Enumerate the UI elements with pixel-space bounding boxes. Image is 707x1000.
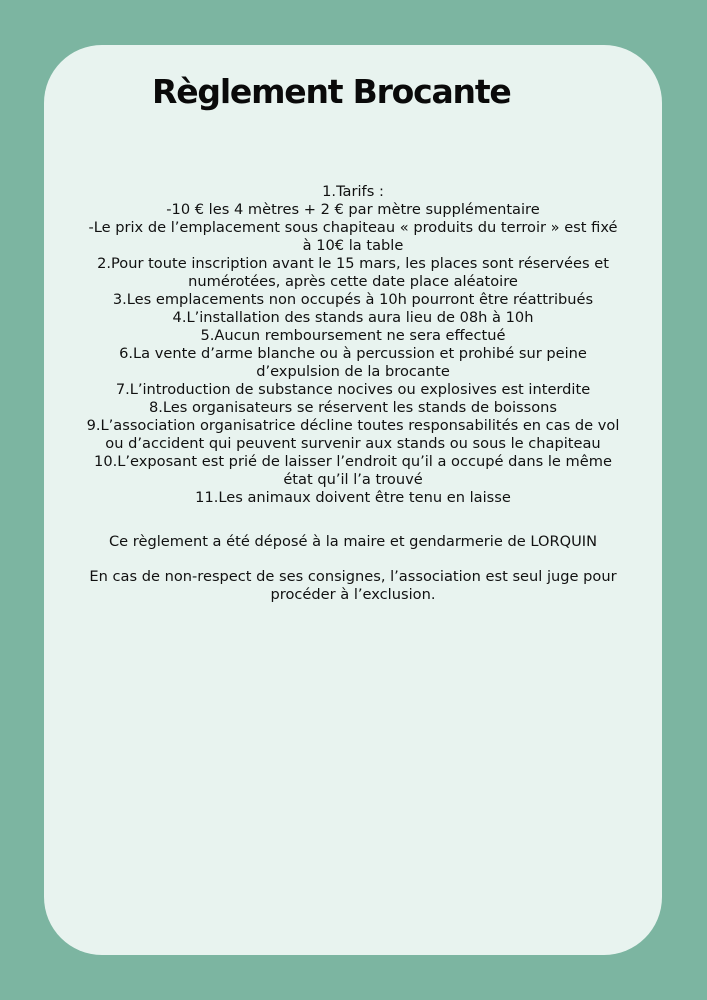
deposit-notice [52, 533, 654, 551]
rule-6-line-1: 6.La vente d’arme blanche ou à percussion et prohibé sur peine [119, 345, 587, 362]
rule-4-installation [52, 309, 654, 327]
rule-6-armes [52, 345, 654, 381]
exclusion-notice-line-2: procéder à l’exclusion. [270, 586, 436, 603]
rule-2-line-1: 2.Pour toute inscription avant le 15 mars, les places sont réservées et [97, 255, 609, 272]
rule-9-responsabilites [52, 417, 654, 453]
rule-3-line-1: 3.Les emplacements non occupés à 10h pourront être réattribués [112, 291, 594, 308]
rule-1-tarifs [52, 183, 654, 255]
rule-6-line-2: d’expulsion de la brocante [256, 363, 450, 380]
page-title: Règlement Brocante [152, 72, 511, 111]
rule-10-line-1: 10.L’exposant est prié de laisser l’endroit qu’il a occupé dans le même [94, 453, 612, 470]
deposit-notice-line: Ce règlement a été déposé à la maire et gendarmerie de LORQUIN [108, 533, 597, 550]
rule-10-line-2: état qu’il l’a trouvé [283, 471, 423, 488]
rule-9-line-2: ou d’accident qui peuvent survenir aux stands ou sous le chapiteau [105, 435, 601, 452]
rule-2-inscription [52, 255, 654, 291]
rule-10-exposant [52, 453, 654, 489]
rule-5-remboursement [52, 327, 654, 345]
rules-body [52, 183, 654, 604]
rule-9-line-1: 9.L’association organisatrice décline toutes responsabilités en cas de vol [86, 417, 620, 434]
rule-7-line-1: 7.L’introduction de substance nocives ou explosives est interdite [115, 381, 591, 398]
rule-11-line-1: 11.Les animaux doivent être tenu en laisse [195, 489, 511, 506]
exclusion-notice-line-1: En cas de non-respect de ses consignes, l’association est seul juge pour [89, 568, 617, 585]
exclusion-notice [52, 568, 654, 604]
rule-3-emplacements [52, 291, 654, 309]
rule-4-line-1: 4.L’installation des stands aura lieu de 08h à 10h [172, 309, 534, 326]
rule-7-substances [52, 381, 654, 399]
rule-1-line-2: -10 € les 4 mètres + 2 € par mètre supplémentaire [166, 201, 540, 218]
rule-8-boissons [52, 399, 654, 417]
rule-1-line-3: -Le prix de l’emplacement sous chapiteau « produits du terroir » est fixé [88, 219, 618, 236]
rule-11-animaux [52, 489, 654, 507]
rule-2-line-2: numérotées, après cette date place aléatoire [188, 273, 518, 290]
rules-card [44, 45, 662, 955]
rule-5-line-1: 5.Aucun remboursement ne sera effectué [200, 327, 506, 344]
rule-1-line-1: 1.Tarifs : [322, 183, 384, 200]
rule-8-line-1: 8.Les organisateurs se réservent les stands de boissons [148, 399, 558, 416]
rule-1-line-4: à 10€ la table [302, 237, 404, 254]
